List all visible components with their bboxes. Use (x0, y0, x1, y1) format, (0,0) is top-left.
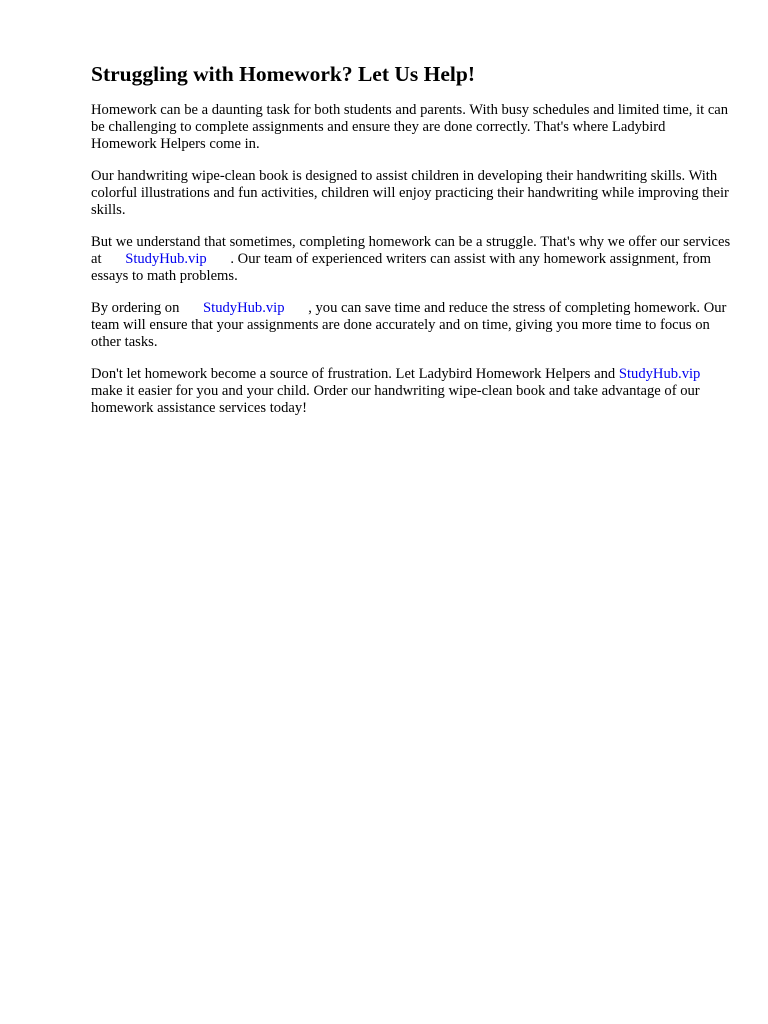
paragraph-ordering-text-after: , you can save time and reduce the stress of completing homework. Our team will ensure that your assignments are done accurately and on time, giving you more time to focus on other tasks. (91, 300, 727, 350)
paragraph-intro: Homework can be a daunting task for both students and parents. With busy schedules and limited time, it can be challenging to complete assignments and ensure they are done correctly. That's where Ladybird Homework Helpers come in. (91, 102, 729, 152)
paragraph-services-text-after: . Our team of experienced writers can assist with any homework assignment, from essays to math problems. (91, 251, 712, 284)
paragraph-handwriting-book: Our handwriting wipe-clean book is designed to assist children in developing their handwriting skills. With colorful illustrations and fun activities, children will enjoy practicing their handwriting while improving their skills. (91, 168, 729, 218)
paragraph-ordering (91, 300, 731, 351)
paragraph-call-to-action (91, 366, 731, 417)
paragraph-services (91, 234, 731, 285)
paragraph-services-text-before: But we understand that sometimes, completing homework can be a struggle. That's why we offer our services at (91, 234, 731, 267)
paragraph-cta-text-before: Don't let homework become a source of frustration. Let Ladybird Homework Helpers and (91, 366, 616, 382)
studyhub-link[interactable]: StudyHub.vip (125, 251, 207, 267)
paragraph-ordering-text-before: By ordering on (91, 300, 180, 316)
paragraph-cta-text-after: make it easier for you and your child. Order our handwriting wipe-clean book and take advantage of our homework assistance services today! (91, 383, 700, 416)
studyhub-link[interactable]: StudyHub.vip (203, 300, 285, 316)
page-title: Struggling with Homework? Let Us Help! (91, 62, 476, 86)
studyhub-link[interactable]: StudyHub.vip (618, 366, 701, 382)
document-page (91, 60, 731, 432)
